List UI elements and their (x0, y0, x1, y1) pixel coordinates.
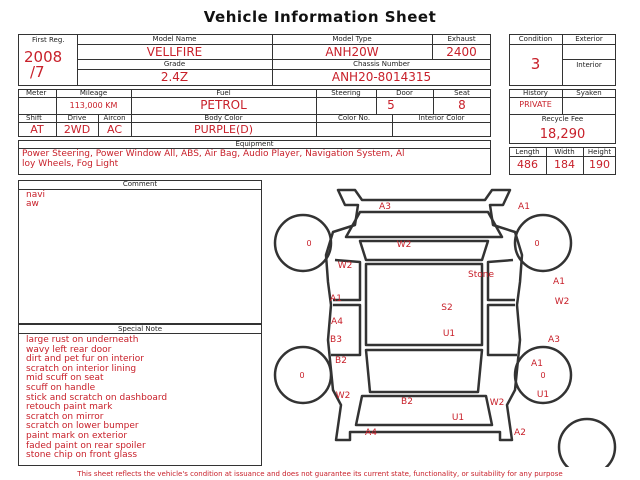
special-note-line: scuff on handle (26, 383, 96, 393)
mark-a3-top: A3 (379, 202, 391, 212)
windshield (360, 241, 488, 260)
grade-label: Grade (163, 60, 186, 68)
spare-tire (559, 419, 615, 467)
shift-value: AT (30, 123, 44, 136)
special-note-line: mid scuff on seat (26, 373, 104, 384)
tire-rr-value: 0 (540, 371, 546, 380)
sheet-title: Vehicle Information Sheet (203, 8, 437, 26)
comment-line: navi (26, 190, 46, 200)
height-label: Height (587, 148, 612, 156)
mark-u1-right: U1 (536, 390, 550, 400)
special-note-line: scratch on mirror (26, 411, 104, 422)
mark-a4-bottom: A4 (365, 428, 377, 438)
aircon-value: AC (106, 123, 122, 136)
mark-a4-left: A4 (331, 317, 343, 327)
color-no-label: Color No. (337, 114, 371, 122)
special-note-line: scratch on lower bumper (26, 421, 139, 432)
fuel-value: PETROL (200, 98, 247, 112)
grade-value: 2.4Z (160, 70, 189, 84)
mark-b2-bottom: B2 (401, 397, 413, 407)
mark-w2-bottom: W2 (489, 398, 505, 408)
mark-w2-left-lower: W2 (335, 391, 351, 401)
first-reg-label: First Reg. (32, 36, 65, 44)
mark-u1-mid: U1 (442, 329, 456, 339)
special-note-line: dirt and pet fur on interior (26, 354, 144, 365)
body-color-label: Body Color (204, 114, 243, 122)
tire-front-right (515, 215, 571, 271)
comment-label: Comment (122, 180, 158, 188)
roof (366, 264, 482, 345)
special-note-line: large rust on underneath (26, 335, 139, 345)
condition-label: Condition (518, 35, 553, 43)
tire-fr-value: 0 (534, 239, 540, 248)
condition-value: 3 (530, 55, 541, 73)
model-name-label: Model Name (152, 35, 197, 43)
mileage-label: Mileage (79, 89, 108, 97)
exhaust-value: 2400 (446, 45, 477, 59)
width-label: Width (554, 148, 575, 156)
syaken-label: Syaken (576, 89, 602, 97)
body-color-value: PURPLE(D) (193, 123, 254, 136)
interior-label: Interior (576, 61, 602, 69)
fuel-label: Fuel (216, 89, 231, 97)
mark-a3-right: A3 (548, 335, 560, 345)
recycle-value: 18,290 (539, 127, 586, 142)
exterior-label: Exterior (575, 35, 603, 43)
rear-window (366, 350, 482, 392)
tire-front-left (275, 215, 331, 271)
mark-s2: S2 (441, 303, 453, 313)
mark-stone: Stone (468, 270, 494, 280)
hood (346, 212, 502, 237)
footer-disclaimer: This sheet reflects the vehicle's condition at issuance and does not guarantee its current state, functionality, or suitability for any purpose (77, 470, 563, 478)
aircon-label: Aircon (103, 114, 126, 122)
model-name-value: VELLFIRE (146, 45, 203, 59)
steering-label: Steering (331, 89, 361, 97)
shift-label: Shift (26, 114, 42, 122)
height-value: 190 (589, 158, 610, 171)
seat-value: 8 (458, 98, 466, 112)
special-note-line: paint mark on exterior (26, 431, 128, 441)
first-reg-month: /7 (30, 63, 45, 81)
side-left-rear (331, 305, 360, 355)
meter-label: Meter (26, 89, 47, 97)
drive-label: Drive (67, 114, 87, 122)
mark-w2-left-upper: W2 (337, 261, 353, 271)
tire-rl-value: 0 (299, 371, 305, 380)
special-note-line: scratch on interior lining (26, 363, 137, 374)
recycle-label: Recycle Fee (541, 115, 584, 123)
length-label: Length (515, 148, 540, 156)
chassis-value: ANH20-8014315 (331, 70, 432, 84)
mark-b2-left: B2 (335, 356, 347, 366)
model-type-value: ANH20W (325, 45, 379, 59)
door-value: 5 (387, 98, 395, 112)
special-note-line: stone chip on front glass (26, 450, 138, 461)
drive-value: 2WD (63, 123, 91, 136)
special-note-line: faded paint on rear spoiler (26, 440, 146, 451)
model-type-label: Model Type (332, 35, 372, 43)
mark-u1-bottom: U1 (451, 413, 465, 423)
mark-a1-left: A1 (330, 294, 342, 304)
seat-label: Seat (454, 89, 470, 97)
equipment-line-2: loy Wheels, Fog Light (22, 159, 119, 169)
chassis-label: Chassis Number (353, 60, 410, 68)
mileage-value: 113,000 KM (69, 101, 118, 110)
special-note-line: retouch paint mark (26, 402, 113, 413)
mark-w2-right-upper: W2 (554, 297, 570, 307)
equipment-line-1: Power Steering, Power Window All, ABS, Air Bag, Audio Player, Navigation System, Al (22, 149, 405, 159)
comment-line: aw (26, 199, 39, 209)
side-right-rear (488, 305, 517, 355)
mark-a2-bottom: A2 (514, 428, 526, 438)
mark-a1-right-lower: A1 (531, 359, 543, 369)
special-note-line: stick and scratch on dashboard (26, 392, 168, 403)
history-value: PRIVATE (519, 100, 552, 109)
special-note-line: wavy left rear door (26, 344, 112, 355)
tire-fl-value: 0 (306, 239, 312, 248)
mark-a1-top: A1 (518, 202, 530, 212)
equipment-label: Equipment (235, 140, 274, 148)
length-value: 486 (517, 158, 538, 171)
interior-color-label: Interior Color (418, 114, 465, 122)
comment-block (18, 180, 262, 324)
mark-b3-left: B3 (330, 335, 342, 345)
exhaust-label: Exhaust (447, 35, 476, 43)
special-note-label: Special Note (117, 325, 163, 333)
mark-a1-right-upper: A1 (553, 277, 565, 287)
history-label: History (523, 89, 548, 97)
tailgate (356, 396, 492, 425)
width-value: 184 (554, 158, 575, 171)
first-reg-year: 2008 (24, 48, 63, 66)
car-diagram (268, 182, 618, 467)
door-label: Door (396, 89, 413, 97)
side-right-front (488, 260, 515, 300)
mark-w2-windshield: W2 (396, 240, 412, 250)
